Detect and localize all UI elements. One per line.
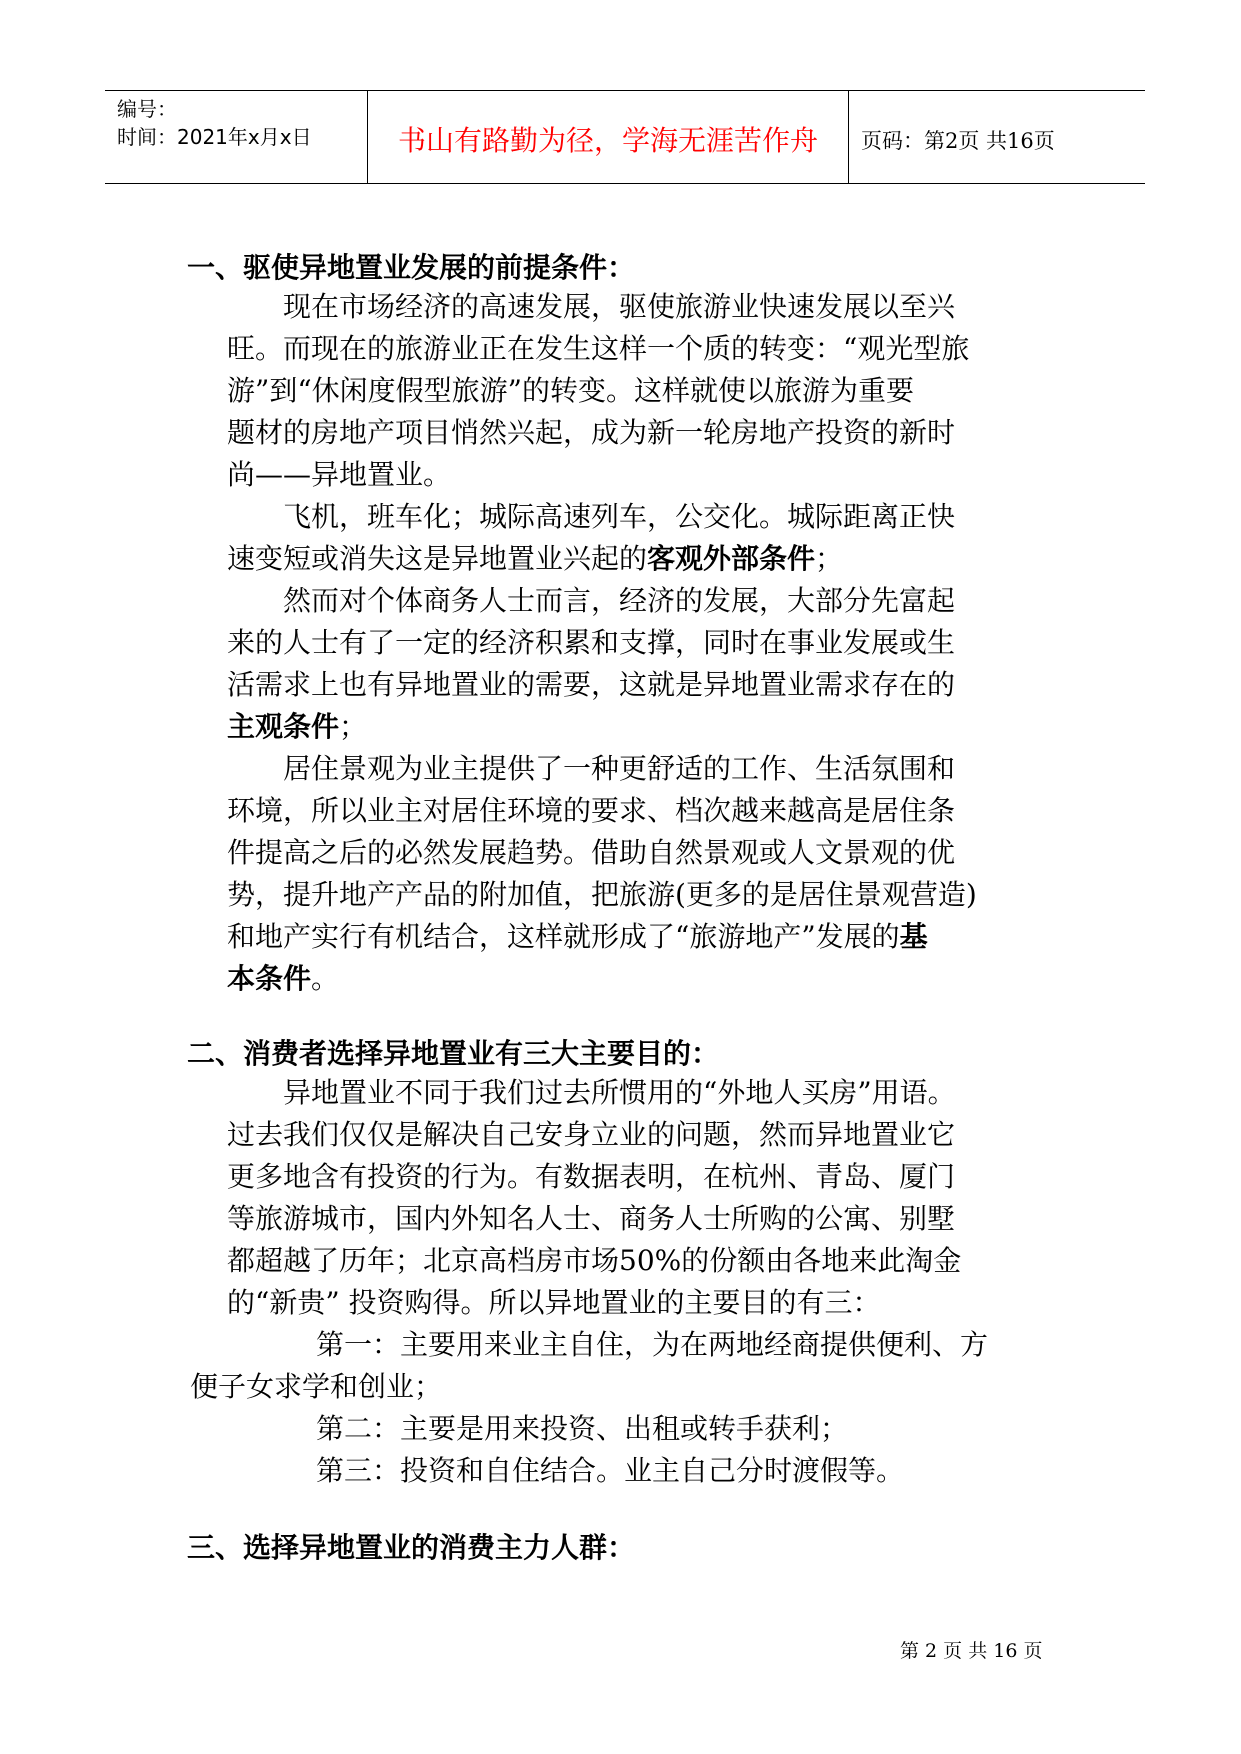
paragraph-line: 然而对个体商务人士而言，经济的发展，大部分先富起 xyxy=(227,584,956,617)
header-right-cell xyxy=(849,91,1145,183)
paragraph-line: 来的人士有了一定的经济积累和支撑，同时在事业发展或生 xyxy=(227,626,956,659)
text-run: ； xyxy=(815,542,844,575)
paragraph-line: 飞机，班车化；城际高速列车，公交化。城际距离正快 xyxy=(227,500,956,533)
paragraph-line: 势，提升地产产品的附加值，把旅游(更多的是居住景观营造) xyxy=(227,878,977,911)
paragraph-line: 现在市场经济的高速发展，驱使旅游业快速发展以至兴 xyxy=(227,290,956,323)
section-3-heading: 三、选择异地置业的消费主力人群： xyxy=(187,1531,636,1564)
bold-term: 基 xyxy=(899,920,928,953)
purpose-first-line: 第一：主要用来业主自住，为在两地经商提供便利、方 xyxy=(316,1328,989,1361)
section-2-heading: 二、消费者选择异地置业有三大主要目的： xyxy=(187,1037,720,1070)
text-run: 和地产实行有机结合，这样就形成了“旅游地产”发展的 xyxy=(227,920,900,953)
paragraph-line: 都超越了历年；北京高档房市场50%的份额由各地来此淘金 xyxy=(227,1244,962,1277)
paragraph-line xyxy=(227,538,1060,580)
paragraph-line: 游”到“休闲度假型旅游”的转变。这样就使以旅游为重要 xyxy=(227,374,914,407)
paragraph-line: 异地置业不同于我们过去所惯用的“外地人买房”用语。 xyxy=(227,1076,956,1109)
paragraph-line: 等旅游城市，国内外知名人士、商务人士所购的公寓、别墅 xyxy=(227,1202,956,1235)
paragraph-line: 尚——异地置业。 xyxy=(227,458,452,491)
header-motto: 书山有路勤为径，学海无涯苦作舟 xyxy=(397,124,818,157)
paragraph-line: 件提高之后的必然发展趋势。借助自然景观或人文景观的优 xyxy=(227,836,956,869)
paragraph-line: 更多地含有投资的行为。有数据表明，在杭州、青岛、厦门 xyxy=(227,1160,956,1193)
page-footer: 第 2 页 共 16 页 xyxy=(900,1640,1043,1662)
paragraph-line xyxy=(227,958,1060,1000)
paragraph-line: 过去我们仅仅是解决自己安身立业的问题，然而异地置业它 xyxy=(227,1118,956,1151)
header-middle-cell xyxy=(368,91,849,183)
paragraph-line: 的“新贵” 投资购得。所以异地置业的主要目的有三： xyxy=(227,1286,881,1319)
paragraph-line xyxy=(227,916,1060,958)
text-run: ； xyxy=(339,710,368,743)
text-run: 速变短或消失这是异地置业兴起的 xyxy=(227,542,648,575)
bold-term: 本条件 xyxy=(227,962,312,995)
purpose-second: 第二：主要是用来投资、出租或转手获利； xyxy=(316,1412,849,1445)
paragraph-line xyxy=(227,706,1060,748)
paragraph-line: 题材的房地产项目悄然兴起，成为新一轮房地产投资的新时 xyxy=(227,416,956,449)
page-header xyxy=(105,90,1145,184)
paragraph-line: 居住景观为业主提供了一种更舒适的工作、生活氛围和 xyxy=(227,752,956,785)
section-1-heading: 一、驱使异地置业发展的前提条件： xyxy=(187,251,636,284)
bold-term: 客观外部条件 xyxy=(647,542,816,575)
time-label: 时间：2021年x月x日 xyxy=(117,125,312,149)
text-run: 。 xyxy=(311,962,340,995)
purpose-first-continuation: 便子女求学和创业； xyxy=(190,1370,443,1403)
header-left-cell xyxy=(105,91,368,183)
paragraph-line: 活需求上也有异地置业的需要，这就是异地置业需求存在的 xyxy=(227,668,956,701)
paragraph-line: 环境，所以业主对居住环境的要求、档次越来越高是居住条 xyxy=(227,794,956,827)
bold-term: 主观条件 xyxy=(227,710,340,743)
section-2-body xyxy=(227,1072,1060,1324)
header-page-info: 页码：第2页 共16页 xyxy=(861,129,1055,153)
paragraph-line: 旺。而现在的旅游业正在发生这样一个质的转变：“观光型旅 xyxy=(227,332,970,365)
document-body xyxy=(187,250,1060,1566)
section-1-body xyxy=(227,286,1060,1000)
purpose-third: 第三：投资和自住结合。业主自己分时渡假等。 xyxy=(316,1454,905,1487)
serial-label: 编号： xyxy=(117,97,177,121)
